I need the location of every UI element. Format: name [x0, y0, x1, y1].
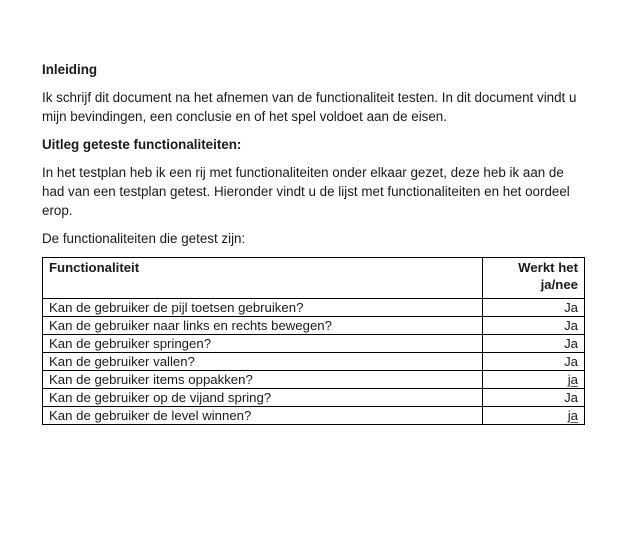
row-functionality: Kan de gebruiker vallen? [43, 353, 483, 371]
row-functionality: Kan de gebruiker de pijl toetsen gebruiken? [43, 299, 483, 317]
row-functionality: Kan de gebruiker items oppakken? [43, 371, 483, 389]
list-intro: De functionaliteiten die getest zijn: [42, 231, 246, 246]
table-row [43, 299, 585, 317]
row-functionality: Kan de gebruiker de level winnen? [43, 407, 483, 425]
table-row [43, 371, 585, 389]
row-works: Ja [483, 353, 585, 371]
row-functionality: Kan de gebruiker op de vijand spring? [43, 389, 483, 407]
explanation-heading: Uitleg geteste functionaliteiten: [42, 137, 242, 152]
row-works: Ja [483, 389, 585, 407]
header-works-line1: Werkt het [518, 260, 578, 275]
row-functionality: Kan de gebruiker springen? [43, 335, 483, 353]
table-row [43, 353, 585, 371]
document-page [42, 60, 587, 425]
header-works [483, 258, 585, 299]
table-row [43, 317, 585, 335]
table-header-row [43, 258, 585, 299]
header-works-line2: ja/nee [540, 277, 578, 292]
intro-paragraph: Ik schrijf dit document na het afnemen van de functionaliteit testen. In dit document vindt u mijn bevindingen, een conclusie en of het spel voldoet aan de eisen. [42, 90, 577, 124]
row-functionality: Kan de gebruiker naar links en rechts bewegen? [43, 317, 483, 335]
functionality-table [42, 257, 585, 425]
spellcheck-marked-value: ja [567, 408, 578, 423]
row-works: Ja [483, 335, 585, 353]
intro-heading: Inleiding [42, 62, 98, 77]
row-works: Ja [483, 299, 585, 317]
row-works: Ja [483, 317, 585, 335]
table-row [43, 407, 585, 425]
table-row [43, 335, 585, 353]
spellcheck-marked-value: ja [567, 372, 578, 387]
header-functionality: Functionaliteit [43, 258, 483, 299]
row-works [483, 407, 585, 425]
row-works [483, 371, 585, 389]
table-row [43, 389, 585, 407]
explanation-paragraph: In het testplan heb ik een rij met functionaliteiten onder elkaar gezet, deze heb ik aan de had van een testplan getest. Hieronder vindt u de lijst met functionaliteiten en het oordeel erop. [42, 165, 570, 218]
